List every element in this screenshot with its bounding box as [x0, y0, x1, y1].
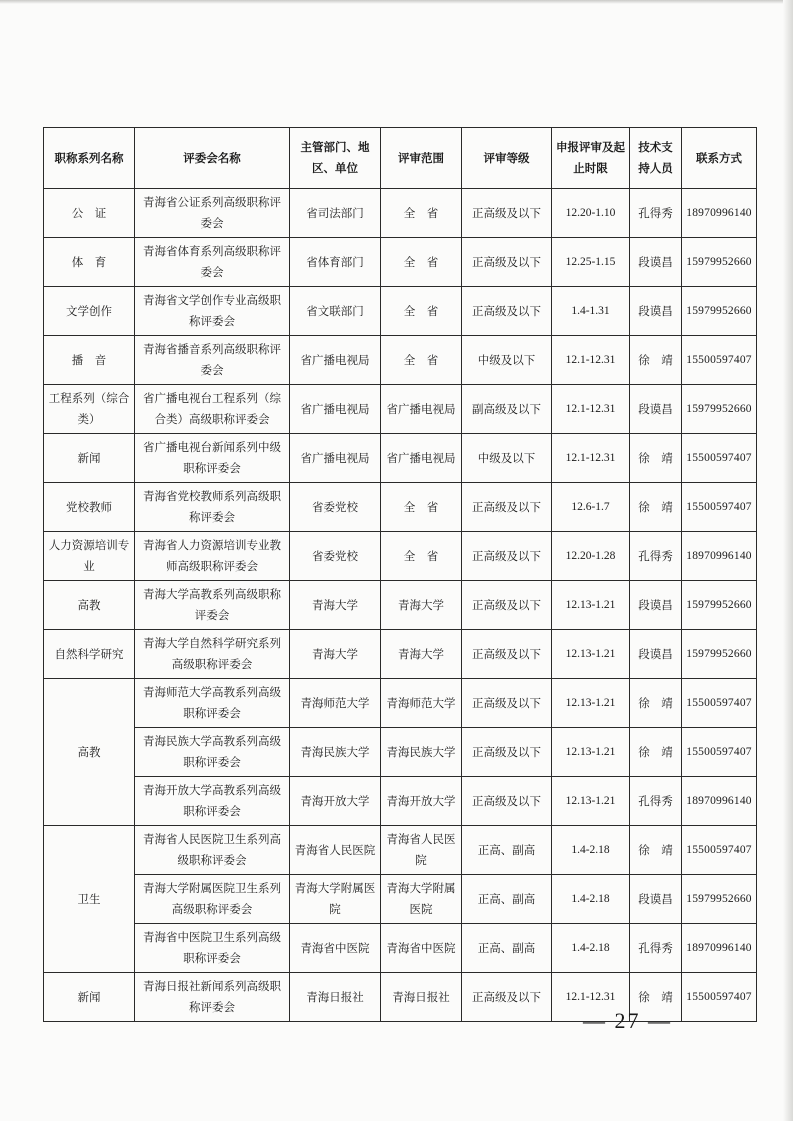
cell-level: 正高级及以下 — [462, 777, 552, 826]
cell-phone: 15979952660 — [682, 287, 757, 336]
cell-level: 中级及以下 — [462, 434, 552, 483]
cell-level: 正高级及以下 — [462, 630, 552, 679]
cell-level: 正高级及以下 — [462, 483, 552, 532]
table-row — [44, 777, 757, 826]
cell-series: 新闻 — [44, 973, 135, 1022]
cell-support: 徐 靖 — [630, 336, 682, 385]
table-row — [44, 336, 757, 385]
cell-support: 段谟昌 — [630, 630, 682, 679]
cell-phone: 15500597407 — [682, 483, 757, 532]
cell-scope: 青海师范大学 — [381, 679, 462, 728]
cell-period: 12.13-1.21 — [552, 728, 630, 777]
cell-dept: 省广播电视局 — [290, 385, 381, 434]
cell-period: 12.1-12.31 — [552, 385, 630, 434]
cell-dept: 青海省中医院 — [290, 924, 381, 973]
cell-phone: 15979952660 — [682, 238, 757, 287]
cell-scope: 青海大学 — [381, 581, 462, 630]
cell-phone: 18970996140 — [682, 532, 757, 581]
cell-period: 1.4-2.18 — [552, 875, 630, 924]
cell-scope: 省广播电视局 — [381, 434, 462, 483]
cell-scope: 全 省 — [381, 336, 462, 385]
header-level: 评审等级 — [462, 128, 552, 189]
cell-support: 徐 靖 — [630, 434, 682, 483]
cell-period: 12.13-1.21 — [552, 630, 630, 679]
cell-phone: 15979952660 — [682, 875, 757, 924]
cell-support: 徐 靖 — [630, 679, 682, 728]
cell-scope: 全 省 — [381, 189, 462, 238]
cell-series: 公 证 — [44, 189, 135, 238]
cell-level: 正高级及以下 — [462, 189, 552, 238]
cell-committee: 青海开放大学高教系列高级职称评委会 — [135, 777, 290, 826]
cell-committee: 青海师范大学高教系列高级职称评委会 — [135, 679, 290, 728]
cell-dept: 省广播电视局 — [290, 336, 381, 385]
cell-period: 12.13-1.21 — [552, 581, 630, 630]
page-top-shadow — [0, 0, 793, 4]
table-row — [44, 728, 757, 777]
table-row — [44, 630, 757, 679]
cell-series: 党校教师 — [44, 483, 135, 532]
cell-period: 12.25-1.15 — [552, 238, 630, 287]
cell-committee: 青海省人民医院卫生系列高级职称评委会 — [135, 826, 290, 875]
cell-support: 徐 靖 — [630, 973, 682, 1022]
table-row — [44, 189, 757, 238]
cell-series-group: 卫生 — [44, 826, 135, 973]
cell-dept: 青海开放大学 — [290, 777, 381, 826]
cell-dept: 省广播电视局 — [290, 434, 381, 483]
cell-support: 段谟昌 — [630, 581, 682, 630]
cell-committee: 青海大学附属医院卫生系列高级职称评委会 — [135, 875, 290, 924]
cell-level: 正高、副高 — [462, 826, 552, 875]
header-support: 技术支持人员 — [630, 128, 682, 189]
cell-support: 孔得秀 — [630, 532, 682, 581]
cell-series: 体 育 — [44, 238, 135, 287]
cell-scope: 全 省 — [381, 287, 462, 336]
cell-dept: 省体育部门 — [290, 238, 381, 287]
cell-support: 段谟昌 — [630, 385, 682, 434]
cell-committee: 青海大学高教系列高级职称评委会 — [135, 581, 290, 630]
cell-level: 正高级及以下 — [462, 581, 552, 630]
cell-dept: 青海大学附属医院 — [290, 875, 381, 924]
cell-series: 文学创作 — [44, 287, 135, 336]
table-header-row — [44, 128, 757, 189]
table-row — [44, 483, 757, 532]
cell-period: 12.20-1.10 — [552, 189, 630, 238]
cell-support: 徐 靖 — [630, 728, 682, 777]
cell-scope: 青海开放大学 — [381, 777, 462, 826]
table-row — [44, 581, 757, 630]
table-row — [44, 924, 757, 973]
cell-level: 正高、副高 — [462, 875, 552, 924]
cell-scope: 青海大学附属医院 — [381, 875, 462, 924]
cell-committee: 青海民族大学高教系列高级职称评委会 — [135, 728, 290, 777]
cell-phone: 15979952660 — [682, 630, 757, 679]
cell-phone: 15500597407 — [682, 679, 757, 728]
table-row — [44, 434, 757, 483]
cell-period: 12.1-12.31 — [552, 336, 630, 385]
cell-phone: 15979952660 — [682, 581, 757, 630]
cell-dept: 青海大学 — [290, 581, 381, 630]
cell-series: 播 音 — [44, 336, 135, 385]
cell-dept: 青海大学 — [290, 630, 381, 679]
cell-level: 正高级及以下 — [462, 973, 552, 1022]
cell-level: 正高级及以下 — [462, 532, 552, 581]
cell-series: 新闻 — [44, 434, 135, 483]
cell-phone: 15500597407 — [682, 336, 757, 385]
cell-dept: 省委党校 — [290, 483, 381, 532]
table-row — [44, 238, 757, 287]
cell-series-group: 高教 — [44, 679, 135, 826]
table-row — [44, 287, 757, 336]
header-dept: 主管部门、地区、单位 — [290, 128, 381, 189]
cell-period: 12.20-1.28 — [552, 532, 630, 581]
cell-committee: 青海日报社新闻系列高级职称评委会 — [135, 973, 290, 1022]
cell-phone: 15500597407 — [682, 434, 757, 483]
cell-support: 段谟昌 — [630, 875, 682, 924]
cell-committee: 青海省党校教师系列高级职称评委会 — [135, 483, 290, 532]
cell-dept: 省文联部门 — [290, 287, 381, 336]
cell-level: 正高级及以下 — [462, 287, 552, 336]
cell-period: 1.4-2.18 — [552, 826, 630, 875]
cell-committee: 省广播电视台工程系列（综合类）高级职称评委会 — [135, 385, 290, 434]
cell-series: 人力资源培训专业 — [44, 532, 135, 581]
table-row — [44, 875, 757, 924]
cell-scope: 青海民族大学 — [381, 728, 462, 777]
cell-level: 副高级及以下 — [462, 385, 552, 434]
table-row — [44, 532, 757, 581]
cell-committee: 青海省播音系列高级职称评委会 — [135, 336, 290, 385]
header-series: 职称系列名称 — [44, 128, 135, 189]
cell-series: 自然科学研究 — [44, 630, 135, 679]
table-row — [44, 679, 757, 728]
cell-support: 孔得秀 — [630, 924, 682, 973]
cell-period: 1.4-1.31 — [552, 287, 630, 336]
cell-level: 正高、副高 — [462, 924, 552, 973]
cell-dept: 省司法部门 — [290, 189, 381, 238]
cell-scope: 省广播电视局 — [381, 385, 462, 434]
cell-period: 12.13-1.21 — [552, 777, 630, 826]
page-edge-shadow — [783, 0, 793, 1121]
header-scope: 评审范围 — [381, 128, 462, 189]
cell-phone: 18970996140 — [682, 189, 757, 238]
cell-period: 12.1-12.31 — [552, 434, 630, 483]
cell-dept: 青海省人民医院 — [290, 826, 381, 875]
cell-period: 1.4-2.18 — [552, 924, 630, 973]
cell-series: 工程系列（综合类） — [44, 385, 135, 434]
cell-period: 12.6-1.7 — [552, 483, 630, 532]
cell-dept: 青海师范大学 — [290, 679, 381, 728]
cell-level: 中级及以下 — [462, 336, 552, 385]
cell-level: 正高级及以下 — [462, 728, 552, 777]
cell-support: 段谟昌 — [630, 287, 682, 336]
cell-level: 正高级及以下 — [462, 679, 552, 728]
header-period: 申报评审及起止时限 — [552, 128, 630, 189]
cell-phone: 15500597407 — [682, 728, 757, 777]
cell-support: 孔得秀 — [630, 189, 682, 238]
header-committee: 评委会名称 — [135, 128, 290, 189]
cell-scope: 青海大学 — [381, 630, 462, 679]
cell-scope: 青海省中医院 — [381, 924, 462, 973]
cell-committee: 省广播电视台新闻系列中级职称评委会 — [135, 434, 290, 483]
cell-committee: 青海省人力资源培训专业教师高级职称评委会 — [135, 532, 290, 581]
cell-support: 孔得秀 — [630, 777, 682, 826]
cell-dept: 青海日报社 — [290, 973, 381, 1022]
cell-scope: 全 省 — [381, 532, 462, 581]
cell-phone: 18970996140 — [682, 924, 757, 973]
cell-series: 高教 — [44, 581, 135, 630]
page-number: — 27 — — [583, 1008, 672, 1033]
cell-phone: 15500597407 — [682, 826, 757, 875]
cell-committee: 青海大学自然科学研究系列高级职称评委会 — [135, 630, 290, 679]
table-row — [44, 826, 757, 875]
cell-scope: 青海日报社 — [381, 973, 462, 1022]
cell-committee: 青海省体育系列高级职称评委会 — [135, 238, 290, 287]
header-phone: 联系方式 — [682, 128, 757, 189]
cell-phone: 18970996140 — [682, 777, 757, 826]
cell-phone: 15979952660 — [682, 385, 757, 434]
cell-scope: 全 省 — [381, 238, 462, 287]
cell-support: 徐 靖 — [630, 826, 682, 875]
cell-period: 12.1-12.31 — [552, 973, 630, 1022]
cell-dept: 青海民族大学 — [290, 728, 381, 777]
review-committee-table — [43, 127, 757, 1022]
cell-period: 12.13-1.21 — [552, 679, 630, 728]
cell-scope: 全 省 — [381, 483, 462, 532]
table-row — [44, 385, 757, 434]
cell-scope: 青海省人民医院 — [381, 826, 462, 875]
cell-committee: 青海省文学创作专业高级职称评委会 — [135, 287, 290, 336]
cell-level: 正高级及以下 — [462, 238, 552, 287]
cell-support: 段谟昌 — [630, 238, 682, 287]
cell-committee: 青海省中医院卫生系列高级职称评委会 — [135, 924, 290, 973]
cell-support: 徐 靖 — [630, 483, 682, 532]
cell-phone: 15500597407 — [682, 973, 757, 1022]
cell-committee: 青海省公证系列高级职称评委会 — [135, 189, 290, 238]
cell-dept: 省委党校 — [290, 532, 381, 581]
